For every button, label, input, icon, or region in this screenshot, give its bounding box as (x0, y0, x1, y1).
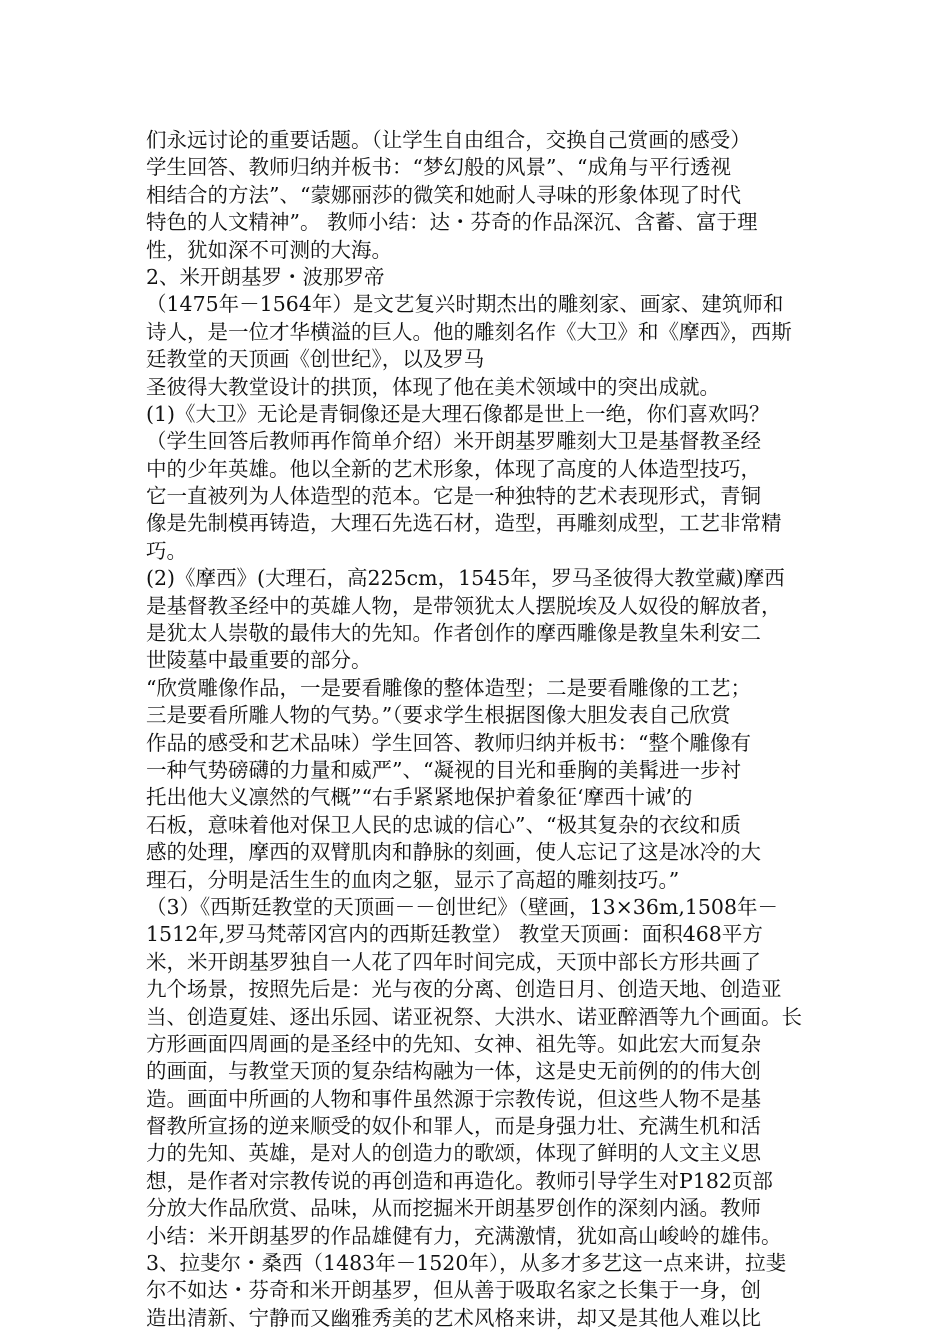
text-line: (2)《摩西》(大理石，高225cm，1545年，罗马圣彼得大教堂藏)摩西 (146, 566, 785, 591)
text-line: 是基督教圣经中的英雄人物，是带领犹太人摆脱埃及人奴役的解放者， (146, 593, 782, 618)
text-line: “欣赏雕像作品，一是要看雕像的整体造型；二是要看雕像的工艺； (146, 675, 751, 700)
text-line: 相结合的方法”、“蒙娜丽莎的微笑和她耐人寻味的形象体现了时代 (146, 182, 741, 207)
text-line: 尔不如达・芬奇和米开朗基罗，但从善于吸取名家之长集于一身，创 (146, 1278, 761, 1303)
text-line: 3、拉斐尔・桑西（1483年－1520年），从多才多艺这一点来讲，拉斐 (146, 1251, 787, 1276)
text-line: 巧。 (146, 538, 187, 563)
text-line: (1)《大卫》无论是青铜像还是大理石像都是世上一绝，你们喜欢吗？ (146, 401, 770, 426)
text-line: 九个场景，按照先后是：光与夜的分离、创造日月、创造天地、创造亚 (146, 977, 782, 1002)
text-line: 三是要看所雕人物的气势。”（要求学生根据图像大胆发表自己欣赏 (146, 703, 731, 728)
text-line: 分放大作品欣赏、品味，从而挖掘米开朗基罗创作的深刻内涵。教师 (146, 1196, 761, 1221)
text-line: （学生回答后教师再作简单介绍）米开朗基罗雕刻大卫是基督教圣经 (146, 429, 761, 454)
text-line: 学生回答、教师归纳并板书：“梦幻般的风景”、“成角与平行透视 (146, 155, 731, 180)
text-line: 它一直被列为人体造型的范本。它是一种独特的艺术表现形式，青铜 (146, 484, 761, 509)
text-line: （3）《西斯廷教堂的天顶画－－创世纪》（壁画，13×36m,1508年－ (146, 894, 779, 919)
text-line: 1512年,罗马梵蒂冈宫内的西斯廷教堂） 教堂天顶画：面积468平方 (146, 922, 763, 947)
text-line: 造。画面中所画的人物和事件虽然源于宗教传说，但这些人物不是基 (146, 1086, 761, 1111)
text-line: 督教所宣扬的逆来顺受的奴仆和罪人，而是身强力壮、充满生机和活 (146, 1114, 761, 1139)
text-line: 廷教堂的天顶画《创世纪》，以及罗马 (146, 347, 485, 372)
text-line: 中的少年英雄。他以全新的艺术形象，体现了高度的人体造型技巧， (146, 456, 761, 481)
text-line: 2、米开朗基罗・波那罗帝 (146, 264, 385, 289)
text-line: 造出清新、宁静而又幽雅秀美的艺术风格来讲，却又是其他人难以比 (146, 1305, 761, 1330)
text-line: 世陵墓中最重要的部分。 (146, 648, 372, 673)
text-line: 们永远讨论的重要话题。（让学生自由组合，交换自己赏画的感受） (146, 128, 751, 152)
text-line: 方形画面四周画的是圣经中的先知、女神、祖先等。如此宏大而复杂 (146, 1031, 761, 1056)
text-line: 感的处理，摩西的双臂肌肉和静脉的刻画，使人忘记了这是冰冷的大 (146, 840, 761, 865)
text-line: 理石，分明是活生生的血肉之躯，显示了高超的雕刻技巧。” (146, 867, 680, 892)
text-line: 作品的感受和艺术品味）学生回答、教师归纳并板书：“整个雕像有 (146, 730, 751, 755)
text-line: 性，犹如深不可测的大海。 (146, 237, 392, 262)
text-line: 米，米开朗基罗独自一人花了四年时间完成，天顶中部长方形共画了 (146, 949, 761, 974)
text-line: 小结：米开朗基罗的作品雄健有力，充满激情，犹如高山峻岭的雄伟。 (146, 1223, 782, 1248)
text-line: 的画面，与教堂天顶的复杂结构融为一体，这是史无前例的的伟大创 (146, 1059, 761, 1084)
text-line: 特色的人文精神”。 教师小结：达・芬奇的作品深沉、含蓄、富于理 (146, 210, 758, 235)
text-line: 当、创造夏娃、逐出乐园、诺亚祝祭、大洪水、诺亚醉酒等九个画面。长 (146, 1004, 802, 1029)
text-line: 力的先知、英雄，是对人的创造力的歌颂，体现了鲜明的人文主义思 (146, 1141, 761, 1166)
document-body (146, 127, 810, 1332)
text-line: 像是先制模再铸造，大理石先选石材，造型，再雕刻成型，工艺非常精 (146, 511, 782, 536)
text-line: （1475年－1564年）是文艺复兴时期杰出的雕刻家、画家、建筑师和 (146, 292, 784, 317)
text-line: 圣彼得大教堂设计的拱顶，体现了他在美术领域中的突出成就。 (146, 374, 720, 399)
text-line: 是犹太人崇敬的最伟大的先知。作者创作的摩西雕像是教皇朱利安二 (146, 621, 761, 646)
text-line: 诗人，是一位才华横溢的巨人。他的雕刻名作《大卫》和《摩西》，西斯 (146, 319, 792, 344)
text-line: 想，是作者对宗教传说的再创造和再造化。教师引导学生对P182页部 (146, 1168, 773, 1193)
text-line: 石板，意味着他对保卫人民的忠诚的信心”、“极其复杂的衣纹和质 (146, 812, 741, 837)
text-line: 托出他大义凛然的气概”“右手紧紧地保护着象征‘摩西十诫’的 (146, 785, 693, 810)
text-line: 一种气势磅礴的力量和威严”、“凝视的目光和垂胸的美髯进一步衬 (146, 757, 741, 782)
